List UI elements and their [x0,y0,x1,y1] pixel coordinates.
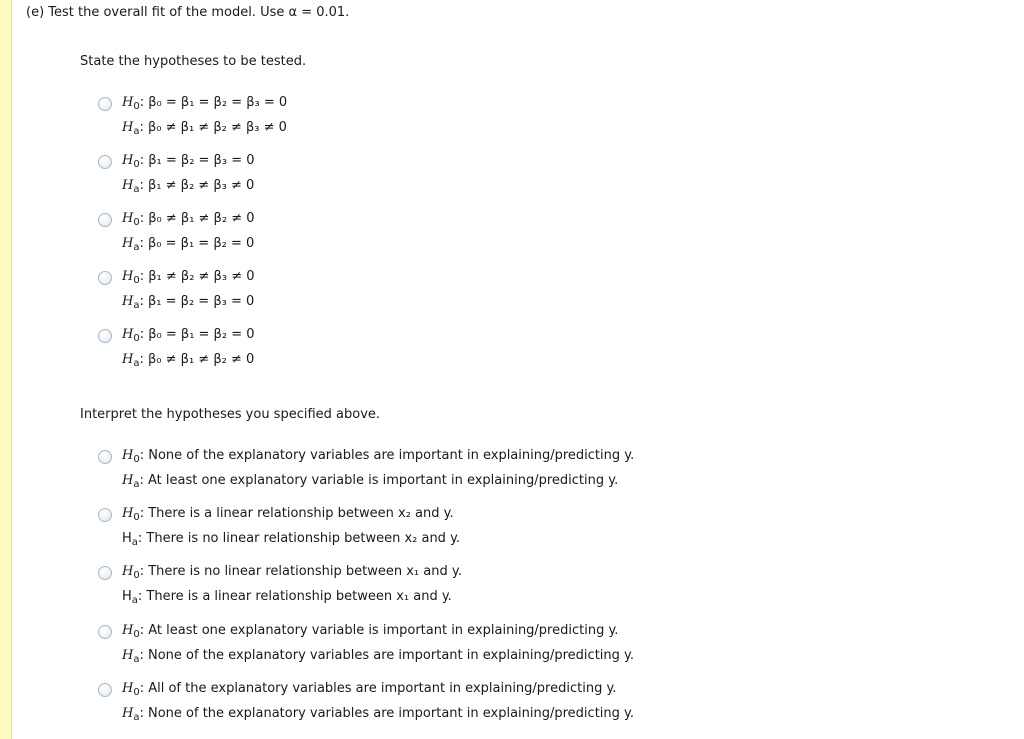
hypotheses-heading: State the hypotheses to be tested. [80,54,307,69]
null-hypothesis: $H_0$: There is a linear relationship between x₂ and y. [122,506,454,523]
null-hypothesis: $H_0$: All of the explanatory variables are important in explaining/predicting y. [122,681,617,698]
null-hypothesis: $H_0$: β₁ = β₂ = β₃ = 0 [122,153,255,170]
alternative-hypothesis: $H_a$: β₀ = β₁ = β₂ = 0 [122,236,255,253]
alternative-hypothesis: $H_a$: There is a linear relationship between x₁ and y. [122,589,452,606]
radio-button[interactable] [98,566,112,580]
null-hypothesis: $H_0$: β₀ ≠ β₁ ≠ β₂ ≠ 0 [122,211,255,228]
radio-button[interactable] [98,450,112,464]
alternative-hypothesis: $H_a$: β₁ ≠ β₂ ≠ β₃ ≠ 0 [122,178,255,195]
radio-button[interactable] [98,213,112,227]
interpret-heading: Interpret the hypotheses you specified above. [80,407,381,422]
radio-button[interactable] [98,155,112,169]
left-margin-bar [0,0,12,739]
alternative-hypothesis: $H_a$: None of the explanatory variables are important in explaining/predicting y. [122,706,634,723]
null-hypothesis: $H_0$: β₀ = β₁ = β₂ = β₃ = 0 [122,95,288,112]
alternative-hypothesis: $H_a$: At least one explanatory variable is important in explaining/predicting y. [122,473,619,490]
null-hypothesis: $H_0$: None of the explanatory variables are important in explaining/predicting y. [122,448,635,465]
alternative-hypothesis: $H_a$: β₁ = β₂ = β₃ = 0 [122,294,255,311]
part-title: (e) Test the overall fit of the model. Use α = 0.01. [26,5,350,20]
alternative-hypothesis: $H_a$: β₀ ≠ β₁ ≠ β₂ ≠ β₃ ≠ 0 [122,120,287,137]
radio-button[interactable] [98,329,112,343]
radio-button[interactable] [98,271,112,285]
null-hypothesis: $H_0$: β₁ ≠ β₂ ≠ β₃ ≠ 0 [122,269,255,286]
radio-button[interactable] [98,508,112,522]
radio-button[interactable] [98,625,112,639]
alternative-hypothesis: $H_a$: There is no linear relationship between x₂ and y. [122,531,461,548]
null-hypothesis: $H_0$: At least one explanatory variable is important in explaining/predicting y. [122,623,619,640]
alternative-hypothesis: $H_a$: β₀ ≠ β₁ ≠ β₂ ≠ 0 [122,352,255,369]
radio-button[interactable] [98,683,112,697]
null-hypothesis: $H_0$: There is no linear relationship between x₁ and y. [122,564,462,581]
radio-button[interactable] [98,97,112,111]
null-hypothesis: $H_0$: β₀ = β₁ = β₂ = 0 [122,327,255,344]
alternative-hypothesis: $H_a$: None of the explanatory variables are important in explaining/predicting y. [122,648,634,665]
